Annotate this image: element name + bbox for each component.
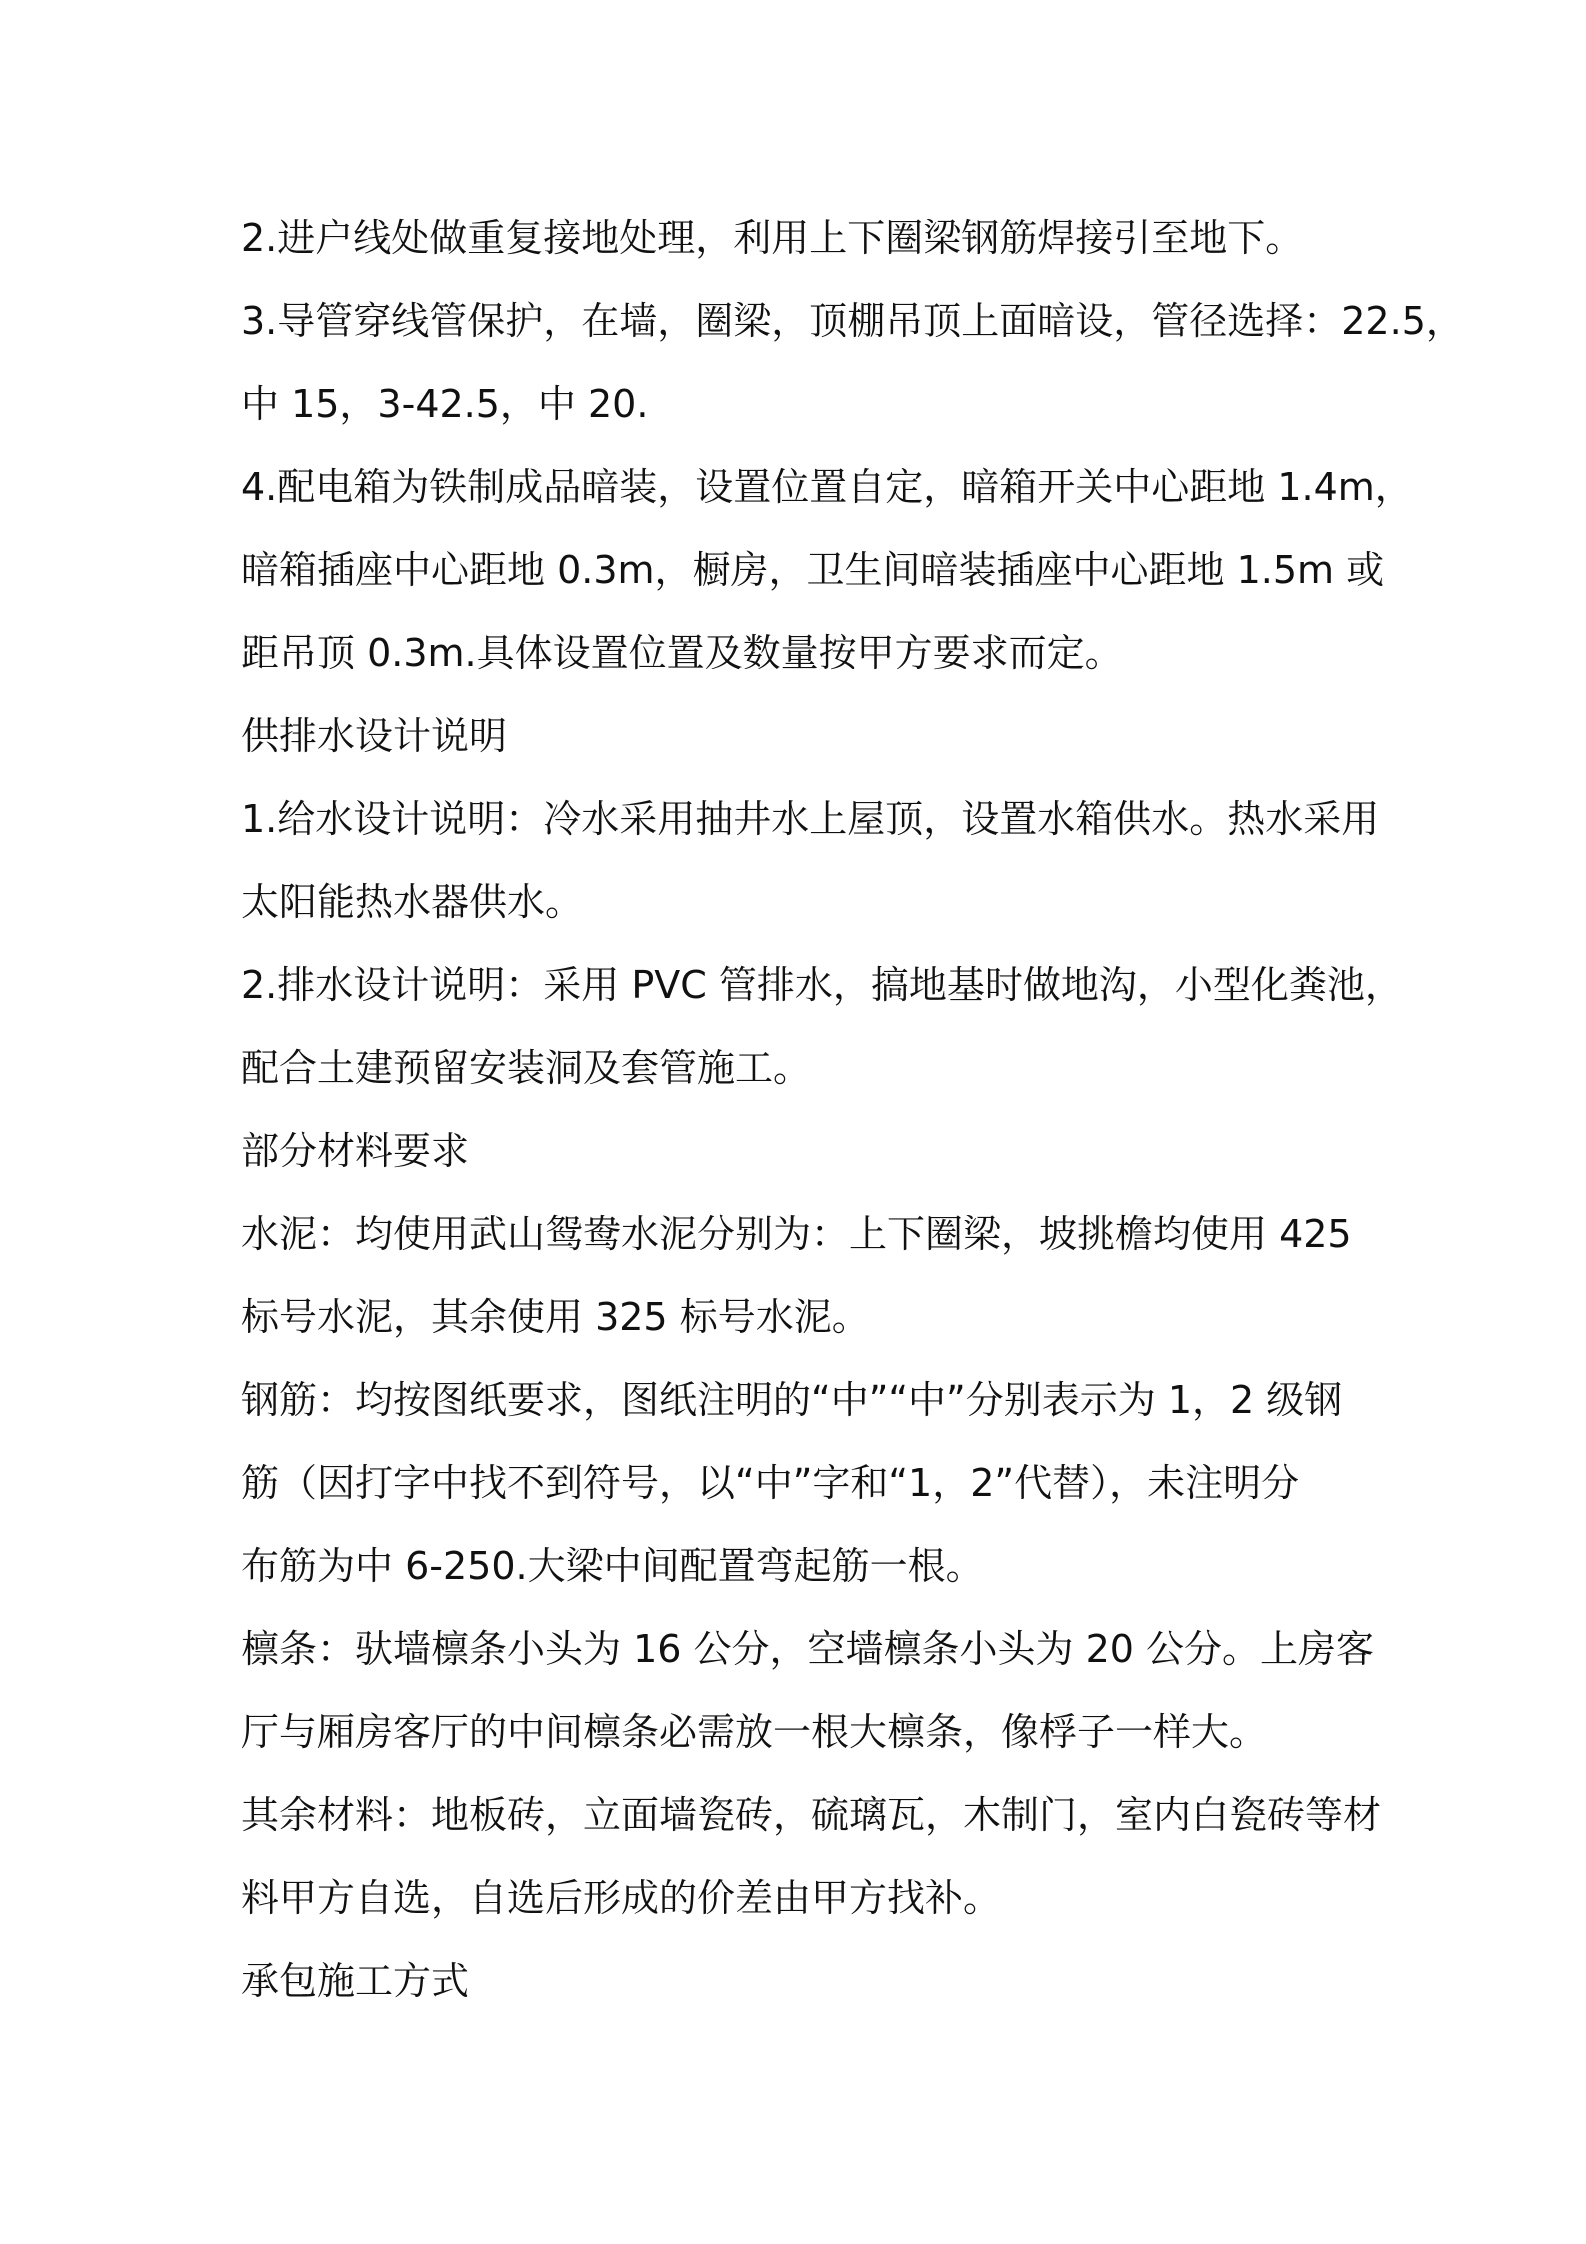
paragraph-line: 1.给水设计说明：冷水采用抽井水上屋顶，设置水箱供水。热水采用 (241, 797, 1380, 841)
paragraph-line: 配合土建预留安装洞及套管施工。 (241, 1046, 812, 1090)
paragraph-line: 布筋为中 6-250.大梁中间配置弯起筋一根。 (241, 1544, 984, 1588)
paragraph-line: 太阳能热水器供水。 (241, 880, 584, 924)
section-heading-water-supply: 供排水设计说明 (241, 714, 508, 758)
paragraph-line: 2.排水设计说明：采用 PVC 管排水，搞地基时做地沟，小型化粪池， (241, 963, 1403, 1007)
paragraph-line: 标号水泥，其余使用 325 标号水泥。 (241, 1295, 870, 1339)
paragraph-line: 3.导管穿线管保护，在墙，圈梁，顶棚吊顶上面暗设，管径选择：22.5， (241, 299, 1464, 343)
paragraph-line: 距吊顶 0.3m.具体设置位置及数量按甲方要求而定。 (241, 631, 1123, 675)
paragraph-line: 檩条：驮墙檩条小头为 16 公分，空墙檩条小头为 20 公分。上房客 (241, 1627, 1375, 1671)
paragraph-line: 筋（因打字中找不到符号，以“中”字和“1，2”代替），未注明分 (241, 1461, 1300, 1505)
paragraph-line: 中 15，3-42.5，中 20. (241, 382, 649, 426)
paragraph-line: 钢筋：均按图纸要求，图纸注明的“中”“中”分别表示为 1，2 级钢 (241, 1378, 1343, 1422)
paragraph-line: 暗箱插座中心距地 0.3m，橱房，卫生间暗装插座中心距地 1.5m 或 (241, 548, 1385, 592)
paragraph-line: 4.配电箱为铁制成品暗装，设置位置自定，暗箱开关中心距地 1.4m， (241, 465, 1413, 509)
paragraph-line: 2.进户线处做重复接地处理，利用上下圈梁钢筋焊接引至地下。 (241, 216, 1304, 260)
paragraph-line: 水泥：均使用武山鸳鸯水泥分别为：上下圈梁，坡挑檐均使用 425 (241, 1212, 1352, 1256)
paragraph-line: 厅与厢房客厅的中间檩条必需放一根大檩条，像桴子一样大。 (241, 1710, 1268, 1754)
paragraph-line: 料甲方自选，自选后形成的价差由甲方找补。 (241, 1876, 1002, 1920)
paragraph-line: 其余材料：地板砖，立面墙瓷砖，硫璃瓦，木制门，室内白瓷砖等材 (241, 1793, 1382, 1837)
section-heading-materials: 部分材料要求 (241, 1129, 470, 1173)
section-heading-contracting: 承包施工方式 (241, 1959, 470, 2003)
document-body (241, 197, 1464, 2023)
